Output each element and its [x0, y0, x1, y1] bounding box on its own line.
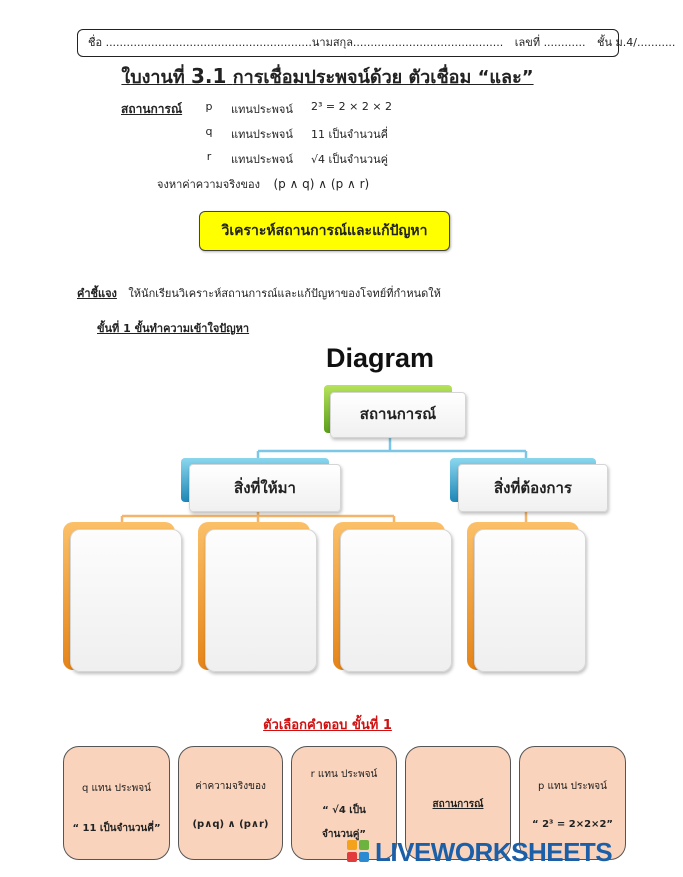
option-line1: q แทน ประพจน์: [82, 783, 151, 794]
given-node-label: สิ่งที่ให้มา: [234, 479, 296, 497]
scenario-meaning: แทนประพจน์: [231, 153, 293, 166]
scenario-statement: √4 เป็นจำนวนคู่: [311, 153, 388, 166]
option-line3: จำนวนคู่”: [321, 829, 367, 840]
option-line2: “ 11 เป็นจำนวนคี่”: [72, 823, 161, 834]
scenario-meaning: แทนประพจน์: [231, 128, 293, 141]
title-number: 3.1: [190, 64, 227, 88]
step1-heading: ขั้นที่ 1 ขั้นทำความเข้าใจปัญหา: [97, 322, 250, 335]
liveworksheets-logo: [347, 837, 647, 867]
diagram-title: Diagram: [326, 343, 435, 373]
box-face[interactable]: [205, 529, 317, 672]
box-face[interactable]: [340, 529, 452, 672]
number-field[interactable]: เลขที่ ............: [514, 36, 586, 49]
wanted-node-label: สิ่งที่ต้องการ: [493, 479, 572, 497]
answer-drop-box-4[interactable]: [467, 522, 587, 674]
option-card-expression[interactable]: [178, 746, 283, 860]
box-face[interactable]: [70, 529, 182, 672]
answer-drop-box-1[interactable]: [63, 522, 183, 674]
analysis-heading-box: วิเคราะห์สถานการณ์และแก้ปัญหา: [199, 211, 450, 251]
option-line2: “ 2³ = 2×2×2”: [532, 819, 613, 830]
option-line2: (p∧q) ∧ (p∧r): [192, 819, 269, 830]
scenario-var: q: [205, 125, 213, 138]
root-node-label: สถานการณ์: [359, 405, 437, 423]
instruction-label: คำชี้แจง: [77, 287, 117, 300]
option-line2: สถานการณ์: [432, 799, 484, 810]
answer-drop-box-3[interactable]: [333, 522, 453, 674]
scenario-label: สถานการณ์: [121, 102, 183, 116]
title-prefix: ใบงานที่: [121, 67, 185, 88]
title-text: การเชื่อมประพจน์ด้วย ตัวเชื่อม “และ”: [232, 67, 534, 88]
option-line1: ค่าความจริงของ: [195, 781, 266, 792]
box-face[interactable]: [474, 529, 586, 672]
logo-grid-icon: [347, 840, 369, 862]
find-label: จงหาค่าความจริงของ: [157, 178, 260, 191]
name-field[interactable]: ชื่อ ...........................................................นามสกุล...........................................: [88, 36, 504, 49]
answer-drop-box-2[interactable]: [198, 522, 318, 674]
instruction-text: ให้นักเรียนวิเคราะห์สถานการณ์และแก้ปัญหาของโจทย์ที่กำหนดให้: [128, 287, 441, 300]
option-line2: “ √4 เป็น: [322, 805, 366, 816]
scenario-meaning: แทนประพจน์: [231, 103, 293, 116]
scenario-var: p: [205, 100, 213, 113]
diagram-wanted-node: [450, 458, 608, 512]
option-line1: r แทน ประพจน์: [310, 769, 378, 780]
option-line1: p แทน ประพจน์: [538, 781, 607, 792]
option-card-q[interactable]: [63, 746, 170, 860]
class-field[interactable]: ชั้น ม.4/...........: [597, 36, 676, 49]
options-title: ตัวเลือกคำตอบ ขั้นที่ 1: [263, 718, 392, 733]
find-expression: (p ∧ q) ∧ (p ∧ r): [273, 177, 370, 191]
logo-wordmark: LIVEWORKSHEETS: [375, 837, 613, 867]
scenario-statement: 11 เป็นจำนวนคี่: [311, 128, 388, 141]
scenario-statement: 2³ = 2 × 2 × 2: [311, 100, 393, 113]
diagram-given-node: [181, 458, 341, 512]
scenario-var: r: [206, 150, 212, 163]
diagram-root-node: [324, 385, 466, 440]
